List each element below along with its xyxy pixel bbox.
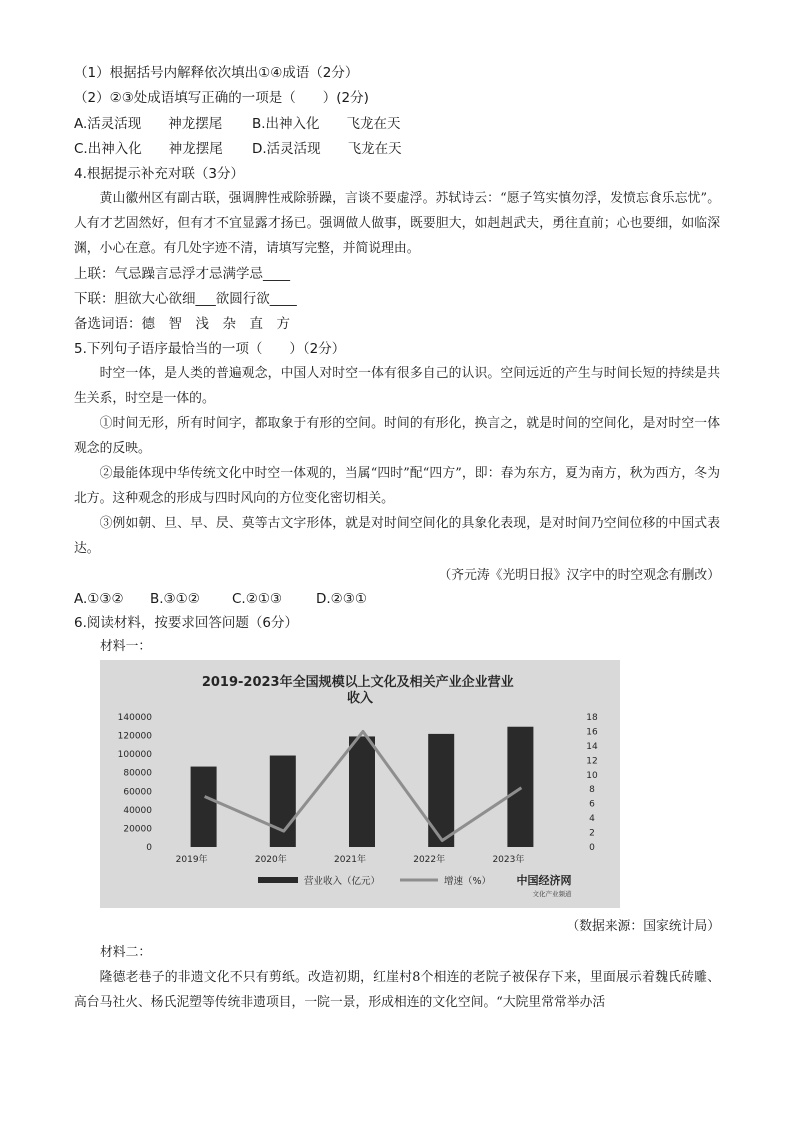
- legend-line-label: 增速（%）: [444, 876, 492, 887]
- q5-option-a: A.①③②: [74, 591, 124, 607]
- left-axis-tick: 120000: [117, 731, 152, 742]
- right-axis-tick: 2: [589, 828, 595, 839]
- q4-upper-couplet: 上联：气忌躁言忌浮才忌满学忌____: [74, 266, 290, 282]
- q3-option-c: C.出神入化 神龙摆尾: [74, 141, 250, 157]
- left-axis-tick: 100000: [117, 750, 152, 761]
- q6-material-2-label: 材料二：: [100, 945, 152, 960]
- x-category-label: 2022年: [413, 855, 446, 865]
- legend-bar-label: 营业收入（亿元）: [304, 876, 381, 887]
- left-axis-tick: 0: [146, 843, 152, 853]
- q5-title: 5.下列句子语序最恰当的一项（ ）（2分）: [74, 341, 346, 357]
- revenue-bar: [349, 736, 375, 847]
- right-axis-tick: 6: [589, 799, 595, 810]
- q4-lower-couplet: 下联：胆欲大心欲细___欲圆行欲____: [74, 291, 297, 307]
- q5-source: （齐元涛《光明日报》汉字中的时空观念有删改）: [438, 568, 720, 583]
- x-category-label: 2019年: [175, 855, 208, 865]
- right-axis-tick: 14: [586, 741, 598, 752]
- q6-material-1-label: 材料一：: [100, 639, 152, 654]
- x-category-label: 2020年: [254, 855, 287, 865]
- x-category-label: 2023年: [492, 855, 525, 865]
- revenue-bar: [191, 767, 217, 847]
- q3-sub2: （2）②③处成语填写正确的一项是（ ）(2分): [74, 90, 369, 106]
- chart-title-line-2: 收入: [346, 691, 374, 706]
- q5-sentence-1: ①时间无形，所有时间字，都取象于有形的空间。时间的有形化，换言之，就是时间的空间化，是对时空一体观念的反映。: [74, 416, 720, 456]
- left-axis-tick: 20000: [123, 824, 152, 835]
- right-axis-tick: 18: [586, 713, 598, 723]
- watermark-subtitle: 文化产业频道: [532, 890, 572, 898]
- q3-sub1: （1）根据括号内解释依次填出①④成语（2分）: [74, 65, 359, 81]
- right-axis-tick: 4: [589, 814, 595, 825]
- watermark-logo: 中国经济网: [516, 874, 572, 887]
- q3-option-d: D.活灵活现 飞龙在天: [252, 141, 402, 157]
- right-axis-tick: 12: [586, 756, 598, 767]
- q6-data-source: （数据来源：国家统计局）: [566, 919, 720, 934]
- right-axis-tick: 8: [589, 785, 595, 796]
- left-axis-tick: 140000: [117, 713, 152, 723]
- q5-sentence-2: ②最能体现中华传统文化中时空一体观的，当属“四时”配“四方”，即：春为东方，夏为南方，秋为西方，冬为北方。这种观念的形成与四时风向的方位变化密切相关。: [74, 466, 720, 506]
- q4-word-choices: 备选词语：德 智 浅 杂 直 方: [74, 316, 290, 332]
- revenue-bar: [270, 756, 296, 847]
- right-axis-tick: 0: [589, 843, 595, 853]
- q5-sentence-3: ③例如朝、旦、早、昃、莫等古文字形体，就是对时间空间化的具象化表现，是对时间乃空间位移的中国式表达。: [74, 516, 720, 556]
- q5-option-c: C.②①③: [232, 591, 283, 607]
- revenue-chart: [100, 660, 620, 908]
- q5-option-d: D.②③①: [316, 591, 367, 607]
- left-axis-tick: 40000: [123, 805, 152, 816]
- legend-bar-swatch: [258, 877, 298, 883]
- revenue-bar: [428, 734, 454, 847]
- q5-option-b: B.③①②: [150, 591, 200, 607]
- left-axis-tick: 80000: [123, 768, 152, 779]
- q6-title: 6.阅读材料，按要求回答问题（6分）: [74, 615, 298, 631]
- q3-option-b: B.出神入化 飞龙在天: [252, 116, 401, 132]
- q4-title: 4.根据提示补充对联（3分）: [74, 166, 244, 182]
- x-category-label: 2021年: [334, 855, 366, 865]
- chart-title-line-1: 2019-2023年全国规模以上文化及相关产业企业营业: [201, 675, 514, 690]
- left-axis-tick: 60000: [123, 787, 152, 798]
- right-axis-tick: 16: [586, 727, 598, 738]
- q4-passage: 黄山徽州区有副古联，强调脾性戒除骄躁，言谈不要虚浮。苏轼诗云：“愿子笃实慎勿浮，发愤忘食乐忘忧”。人有才艺固然好，但有才不宜显露才扬已。强调做人做事，既要胆大，如赳赳武夫，勇往直前；心也要细，如临深渊，小心在意。有几处字迹不清，请填写完整，并简说理由。: [74, 191, 720, 256]
- q5-intro: 时空一体，是人类的普遍观念，中国人对时空一体有很多自己的认识。空间远近的产生与时间长短的持续是共生关系，时空是一体的。: [74, 366, 720, 406]
- q3-option-a: A.活灵活现 神龙摆尾: [74, 116, 250, 132]
- q6-material-2-passage: 隆德老巷子的非遗文化不只有剪纸。改造初期，红崖村8个相连的老院子被保存下来，里面展示着魏氏砖雕、高台马社火、杨氏泥塑等传统非遗项目，一院一景，形成相连的文化空间。“大院里常常举办活: [74, 970, 720, 1010]
- right-axis-tick: 10: [586, 770, 598, 781]
